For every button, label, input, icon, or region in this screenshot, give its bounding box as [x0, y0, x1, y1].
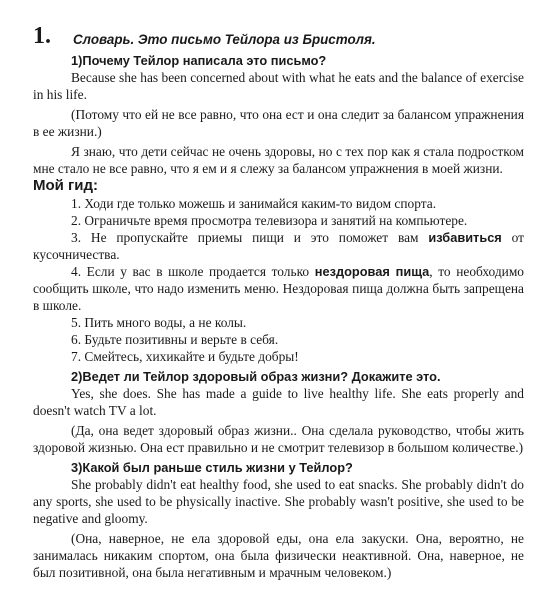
question-1-extra: Я знаю, что дети сейчас не очень здоровы, но с тех пор как я стала подростком мне стало не все равно, что я ем и я слежу за балансом упражнения в моей жизни.: [33, 144, 524, 176]
question-3-heading: 3)Какой был раньше стиль жизни у Тейлор?: [71, 460, 353, 475]
question-1-heading: 1)Почему Тейлор написала это письмо?: [71, 53, 327, 68]
exercise-content: [33, 52, 524, 581]
guide-item: 3. Не пропускайте приемы пищи и это поможет вам избавиться от кусочничества.: [33, 230, 525, 262]
question-2-answer-en: Yes, she does. She has made a guide to live healthy life. She eats properly and doesn't watch TV a lot.: [33, 386, 524, 418]
question-1-answer-en: Because she has been concerned about with what he eats and the balance of exercise in his life.: [33, 70, 524, 102]
highlighted-word: избавиться: [428, 230, 502, 245]
guide-item: 6. Будьте позитивны и верьте в себя.: [71, 332, 279, 347]
guide-list: [33, 195, 524, 365]
guide-block: [33, 177, 524, 365]
question-1-block: [33, 52, 524, 177]
guide-item: 7. Смейтесь, хихикайте и будьте добры!: [71, 349, 299, 364]
question-3-answer-ru: (Она, наверное, не ела здоровой еды, она ела закуски. Она, вероятно, не занималась никаким спортом, она была физически неактивной. Она, наверное, не был позитивной, она была негативным и мрачным человеком.): [33, 531, 524, 580]
question-2-block: [33, 368, 524, 456]
exercise-number: 1.: [33, 23, 51, 49]
question-1-answer-ru: (Потому что ей не все равно, что она ест и она следит за балансом упражнения в ее жизни.): [33, 107, 524, 139]
question-3-block: [33, 459, 524, 581]
guide-item: 2. Ограничьте время просмотра телевизора и занятий на компьютере.: [71, 213, 468, 228]
question-3-answer-en: She probably didn't eat healthy food, she used to eat snacks. She probably didn't do any sports, she used to be physically inactive. She probably wasn't positive, she used to be negative and gloomy.: [33, 477, 524, 526]
guide-item: 1. Ходи где только можешь и занимайся каким-то видом спорта.: [71, 196, 437, 211]
guide-item: 5. Пить много воды, а не колы.: [71, 315, 247, 330]
guide-heading: Мой гид:: [33, 177, 99, 194]
question-2-heading: 2)Ведет ли Тейлор здоровый образ жизни? Докажите это.: [71, 369, 441, 384]
exercise-title: Словарь. Это письмо Тейлора из Бристоля.: [73, 32, 376, 47]
guide-item: 4. Если у вас в школе продается только нездоровая пища, то необходимо сообщить школе, что надо изменить меню. Нездоровая пища должна быть запрещена в школе.: [33, 264, 524, 313]
question-2-answer-ru: (Да, она ведет здоровый образ жизни.. Она сделала руководство, чтобы жить здоровой жизнью. Она ест правильно и не смотрит телевизор в большом количестве.): [33, 423, 524, 455]
highlighted-word: нездоровая пища: [314, 264, 430, 279]
exercise-header: [33, 24, 530, 48]
